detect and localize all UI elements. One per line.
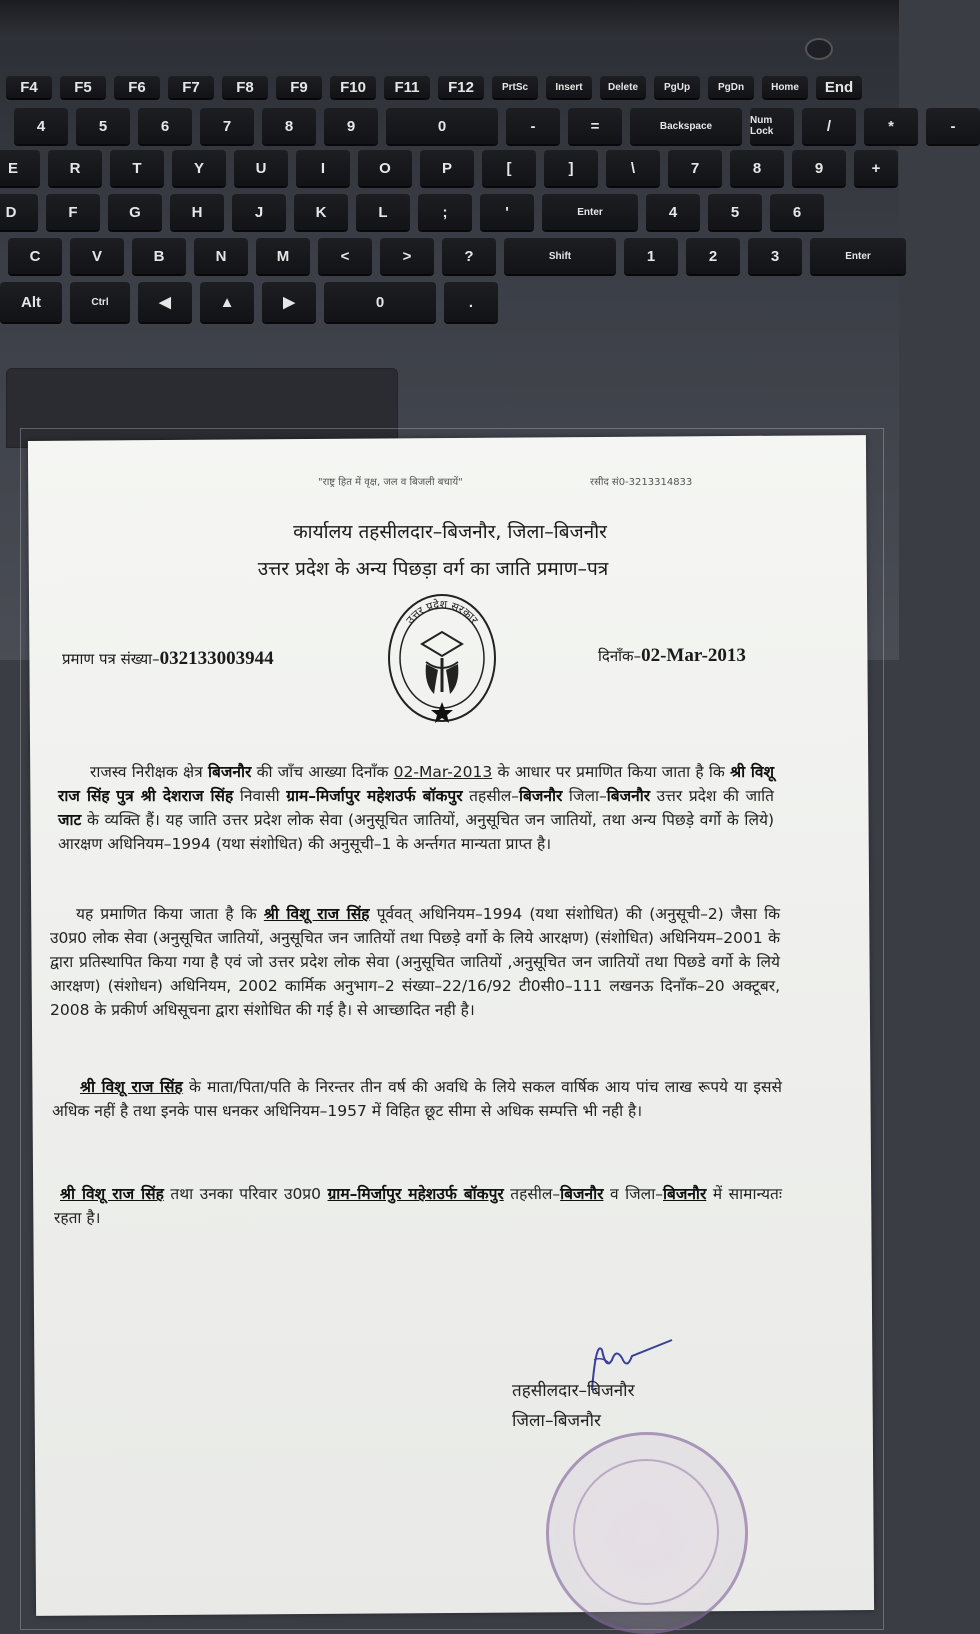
key---5-3[interactable]: ▲ [200, 282, 254, 322]
certificate-number-label: प्रमाण पत्र संख्या– [62, 650, 160, 668]
key---4-6[interactable]: > [380, 238, 434, 274]
key-6-1-2[interactable]: 6 [138, 108, 192, 144]
key-prtsc-0-9[interactable]: PrtSc [492, 76, 538, 98]
key---3-7[interactable]: ; [418, 194, 472, 230]
power-button[interactable] [805, 38, 833, 60]
key-j-3-4[interactable]: J [232, 194, 286, 230]
key-enter-3-9[interactable]: Enter [542, 194, 638, 230]
key-insert-0-10[interactable]: Insert [546, 76, 592, 98]
key-backspace-1-9[interactable]: Backspace [630, 108, 742, 144]
key-r-2-1[interactable]: R [48, 150, 102, 186]
key---2-9[interactable]: ] [544, 150, 598, 186]
key-i-2-5[interactable]: I [296, 150, 350, 186]
key-e-2-0[interactable]: E [0, 150, 40, 186]
key-d-3-0[interactable]: D [0, 194, 38, 230]
key-f4-0-0[interactable]: F4 [6, 76, 52, 98]
key---2-10[interactable]: \ [606, 150, 660, 186]
key---1-7[interactable]: - [506, 108, 560, 144]
key-pgdn-0-13[interactable]: PgDn [708, 76, 754, 98]
key-num-lock-1-10[interactable]: Num Lock [750, 108, 794, 144]
key---5-2[interactable]: ◀ [138, 282, 192, 322]
key-8-1-4[interactable]: 8 [262, 108, 316, 144]
key-t-2-2[interactable]: T [110, 150, 164, 186]
key---4-7[interactable]: ? [442, 238, 496, 274]
key-9-2-13[interactable]: 9 [792, 150, 846, 186]
key-h-3-3[interactable]: H [170, 194, 224, 230]
key-4-1-0[interactable]: 4 [14, 108, 68, 144]
key-7-1-3[interactable]: 7 [200, 108, 254, 144]
key-7-2-11[interactable]: 7 [668, 150, 722, 186]
key-5-3-11[interactable]: 5 [708, 194, 762, 230]
key-9-1-5[interactable]: 9 [324, 108, 378, 144]
key-ctrl-5-1[interactable]: Ctrl [70, 282, 130, 322]
key-alt-5-0[interactable]: Alt [0, 282, 62, 322]
key-p-2-7[interactable]: P [420, 150, 474, 186]
key-n-4-3[interactable]: N [194, 238, 248, 274]
key---5-6[interactable]: . [444, 282, 498, 322]
key-6-3-12[interactable]: 6 [770, 194, 824, 230]
key-shift-4-8[interactable]: Shift [504, 238, 616, 274]
key---2-14[interactable]: + [854, 150, 898, 186]
paragraph-3: श्री विशू राज सिंह के माता/पिता/पति के निरन्तर तीन वर्ष की अवधि के लिये सकल वार्षिक आय पांच लाख रूपये या इससे अधिक नहीं है तथा इनके पास धनकर अधिनियम–1957 में विहित छूट सीमा से अधिक सम्पत्ति भी नही है। [52, 1078, 782, 1120]
key-f7-0-3[interactable]: F7 [168, 76, 214, 98]
key-f8-0-4[interactable]: F8 [222, 76, 268, 98]
key---1-13[interactable]: - [926, 108, 980, 144]
certificate-title: उत्तर प्रदेश के अन्य पिछड़ा वर्ग का जाति प्रमाण–पत्र [257, 558, 609, 580]
date-label: दिनाँक– [598, 647, 642, 665]
emblem-text: उत्तर प्रदेश सरकार [403, 597, 481, 627]
key-g-3-2[interactable]: G [108, 194, 162, 230]
key---1-12[interactable]: * [864, 108, 918, 144]
up-govt-emblem [386, 592, 498, 724]
key-f12-0-8[interactable]: F12 [438, 76, 484, 98]
key-5-1-1[interactable]: 5 [76, 108, 130, 144]
key-pgup-0-12[interactable]: PgUp [654, 76, 700, 98]
key-u-2-4[interactable]: U [234, 150, 288, 186]
paragraph-1: राजस्व निरीक्षक क्षेत्र बिजनौर की जाँच आख्या दिनाँक 02-Mar-2013 के आधार पर प्रमाणित किया जाता है कि श्री विशू राज सिंह पुत्र श्री देशराज सिंह निवासी ग्राम–मिर्जापुर महेशउर्फ बॉकपुर तहसील–बिजनौर जिला–बिजनौर उत्तर प्रदेश की जाति जाट के व्यक्ति हैं। यह जाति उत्तर प्रदेश लोक सेवा (अनुसूचित जातियों, अनुसूचित जन जातियों, तथा अन्य पिछड़े वर्गो के लिये) आरक्षण अधिनियम–1994 (यथा संशोधित) की अनुसूची–1 के अर्न्तगत मान्यता प्राप्त है। [58, 763, 774, 853]
svg-text:उत्तर प्रदेश सरकार [403, 598, 480, 627]
touchpad[interactable] [6, 368, 398, 448]
office-title: कार्यालय तहसीलदार–बिजनौर, जिला–बिजनौर [293, 521, 607, 543]
certificate-number-line [62, 648, 274, 670]
key-f5-0-1[interactable]: F5 [60, 76, 106, 98]
key-end-0-15[interactable]: End [816, 76, 862, 98]
key---1-11[interactable]: / [802, 108, 856, 144]
key---5-4[interactable]: ▶ [262, 282, 316, 322]
key-k-3-5[interactable]: K [294, 194, 348, 230]
key-2-4-10[interactable]: 2 [686, 238, 740, 274]
key-1-4-9[interactable]: 1 [624, 238, 678, 274]
key-0-5-5[interactable]: 0 [324, 282, 436, 322]
signatory-title: तहसीलदार–बिजनौर [512, 1381, 635, 1401]
key-c-4-0[interactable]: C [8, 238, 62, 274]
key-b-4-2[interactable]: B [132, 238, 186, 274]
key---1-8[interactable]: = [568, 108, 622, 144]
paragraph-4: श्री विशू राज सिंह तथा उनका परिवार उ0प्र0 ग्राम–मिर्जापुर महेशउर्फ बॉकपुर तहसील–बिजनौर व जिला–बिजनौर में सामान्यतः रहता है। [54, 1185, 782, 1227]
key-home-0-14[interactable]: Home [762, 76, 808, 98]
key-8-2-12[interactable]: 8 [730, 150, 784, 186]
key-0-1-6[interactable]: 0 [386, 108, 498, 144]
key---3-8[interactable]: ' [480, 194, 534, 230]
official-seal-inner [573, 1459, 719, 1605]
official-seal [546, 1432, 748, 1634]
slogan: "राष्ट्र हित में वृक्ष, जल व बिजली बचायें" [318, 477, 463, 488]
date-line [598, 645, 746, 667]
key---4-5[interactable]: < [318, 238, 372, 274]
key-f9-0-5[interactable]: F9 [276, 76, 322, 98]
key-v-4-1[interactable]: V [70, 238, 124, 274]
certificate-number: 032133003944 [159, 648, 274, 669]
key-l-3-6[interactable]: L [356, 194, 410, 230]
key-3-4-11[interactable]: 3 [748, 238, 802, 274]
key-f10-0-6[interactable]: F10 [330, 76, 376, 98]
receipt-number: रसीद सं0-3213314833 [590, 477, 693, 488]
signatory-district: जिला–बिजनौर [512, 1411, 601, 1431]
key-enter-4-12[interactable]: Enter [810, 238, 906, 274]
key-f11-0-7[interactable]: F11 [384, 76, 430, 98]
key-o-2-6[interactable]: O [358, 150, 412, 186]
keyboard [0, 70, 956, 340]
key-delete-0-11[interactable]: Delete [600, 76, 646, 98]
paragraph-2: यह प्रमाणित किया जाता है कि श्री विशू राज सिंह पूर्ववत् अधिनियम–1994 (यथा संशोधित) की (अनुसूची–2) जैसा कि उ0प्र0 लोक सेवा (अनुसूचित जातियों, अनुसूचित जन जातियों तथा पिछड़े वर्गो के लिये आरक्षण) (संशोधित) अधिनियम–2001 के द्वारा प्रतिस्थापित किया गया है एवं जो उत्तर प्रदेश लोक सेवा (अनुसूचित जातियों ,अनुसूचित जन जातियों तथा पिछडे वर्गो के लिये आरक्षण) (संशोधन) अधिनियम, 2002 कार्मिक अनुभाग–2 संख्या–22/16/92 टी0सी0–111 लखनऊ दिनाँक–20 अक्टूबर, 2008 के प्रकीर्ण अधिसूचना द्वारा संशोधित की गई है। से आच्छादित नही है। [50, 905, 780, 1019]
key---2-8[interactable]: [ [482, 150, 536, 186]
signature-block [512, 1376, 635, 1436]
key-f-3-1[interactable]: F [46, 194, 100, 230]
issue-date: 02-Mar-2013 [641, 645, 746, 666]
key-m-4-4[interactable]: M [256, 238, 310, 274]
key-y-2-3[interactable]: Y [172, 150, 226, 186]
laptop-hinge [0, 0, 899, 40]
key-4-3-10[interactable]: 4 [646, 194, 700, 230]
key-f6-0-2[interactable]: F6 [114, 76, 160, 98]
